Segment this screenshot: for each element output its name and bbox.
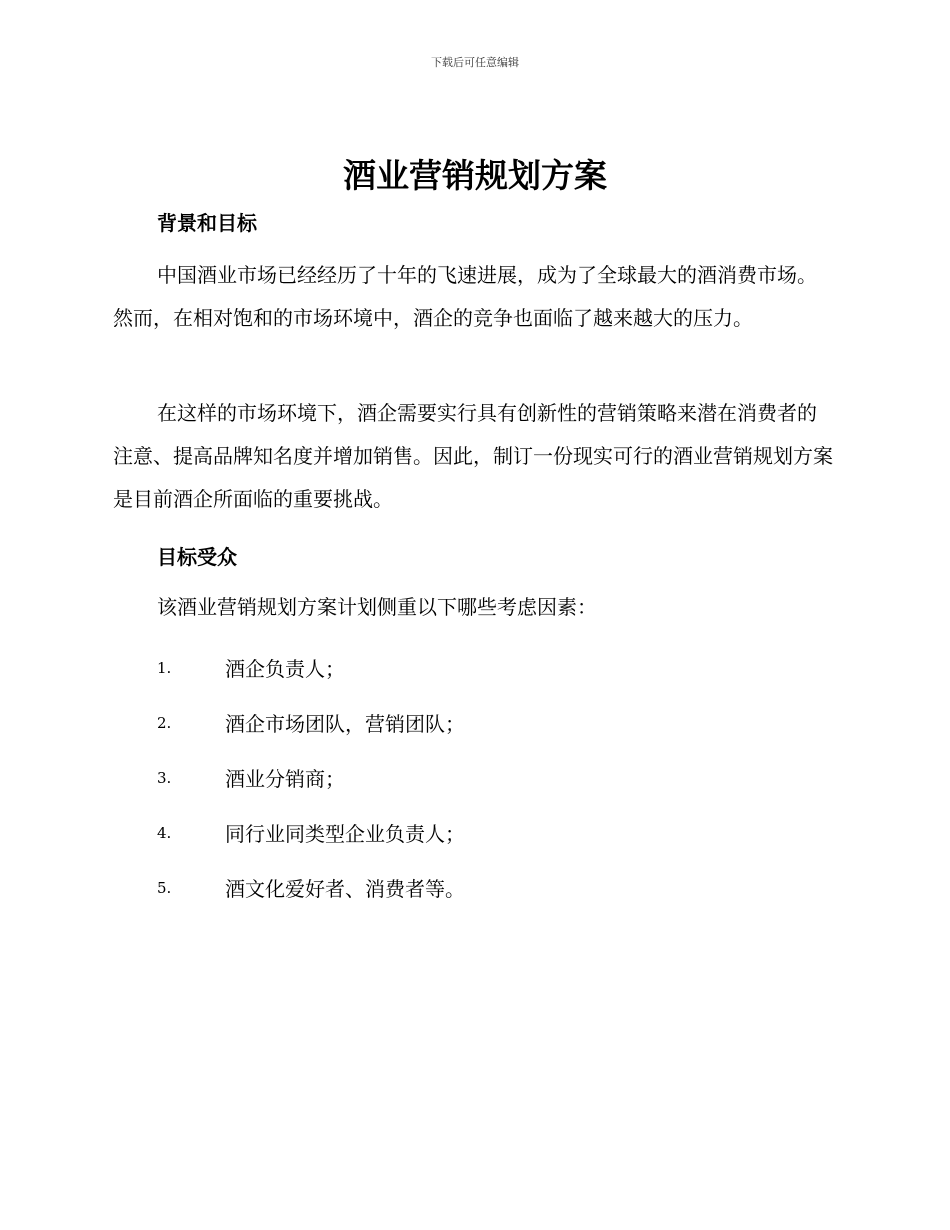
header-note: 下载后可任意编辑 [431,56,519,69]
list-item-text: 酒文化爱好者、消费者等。 [225,877,465,901]
list-item-text: 酒企市场团队，营销团队； [225,712,465,736]
list-item-number: 1. [157,658,172,677]
section-heading-audience: 目标受众 [157,545,237,569]
audience-list [157,640,465,915]
list-item-number: 3. [157,768,172,787]
list-item-number: 5. [157,878,172,897]
list-item [157,860,465,915]
list-item-text: 酒企负责人； [225,657,345,681]
list-item [157,640,465,695]
list-item-text: 同行业同类型企业负责人； [225,822,465,846]
paragraph-marketing-challenge: 在这样的市场环境下，酒企需要实行具有创新性的营销策略来潜在消费者的注意、提高品牌知名度并增加销售。因此，制订一份现实可行的酒业营销规划方案是目前酒企所面临的重要挑战。 [113,401,833,511]
paragraph-audience-intro: 该酒业营销规划方案计划侧重以下哪些考虑因素： [157,595,597,619]
list-item-text: 酒业分销商； [225,767,345,791]
list-item-number: 2. [157,713,172,732]
list-item [157,695,465,750]
paragraph-market-overview: 中国酒业市场已经经历了十年的飞速进展，成为了全球最大的酒消费市场。然而，在相对饱和的市场环境中，酒企的竞争也面临了越来越大的压力。 [113,263,817,330]
section-heading-background: 背景和目标 [157,211,257,235]
list-item-number: 4. [157,823,172,842]
document-title: 酒业营销规划方案 [343,156,607,195]
list-item [157,750,465,805]
list-item [157,805,465,860]
